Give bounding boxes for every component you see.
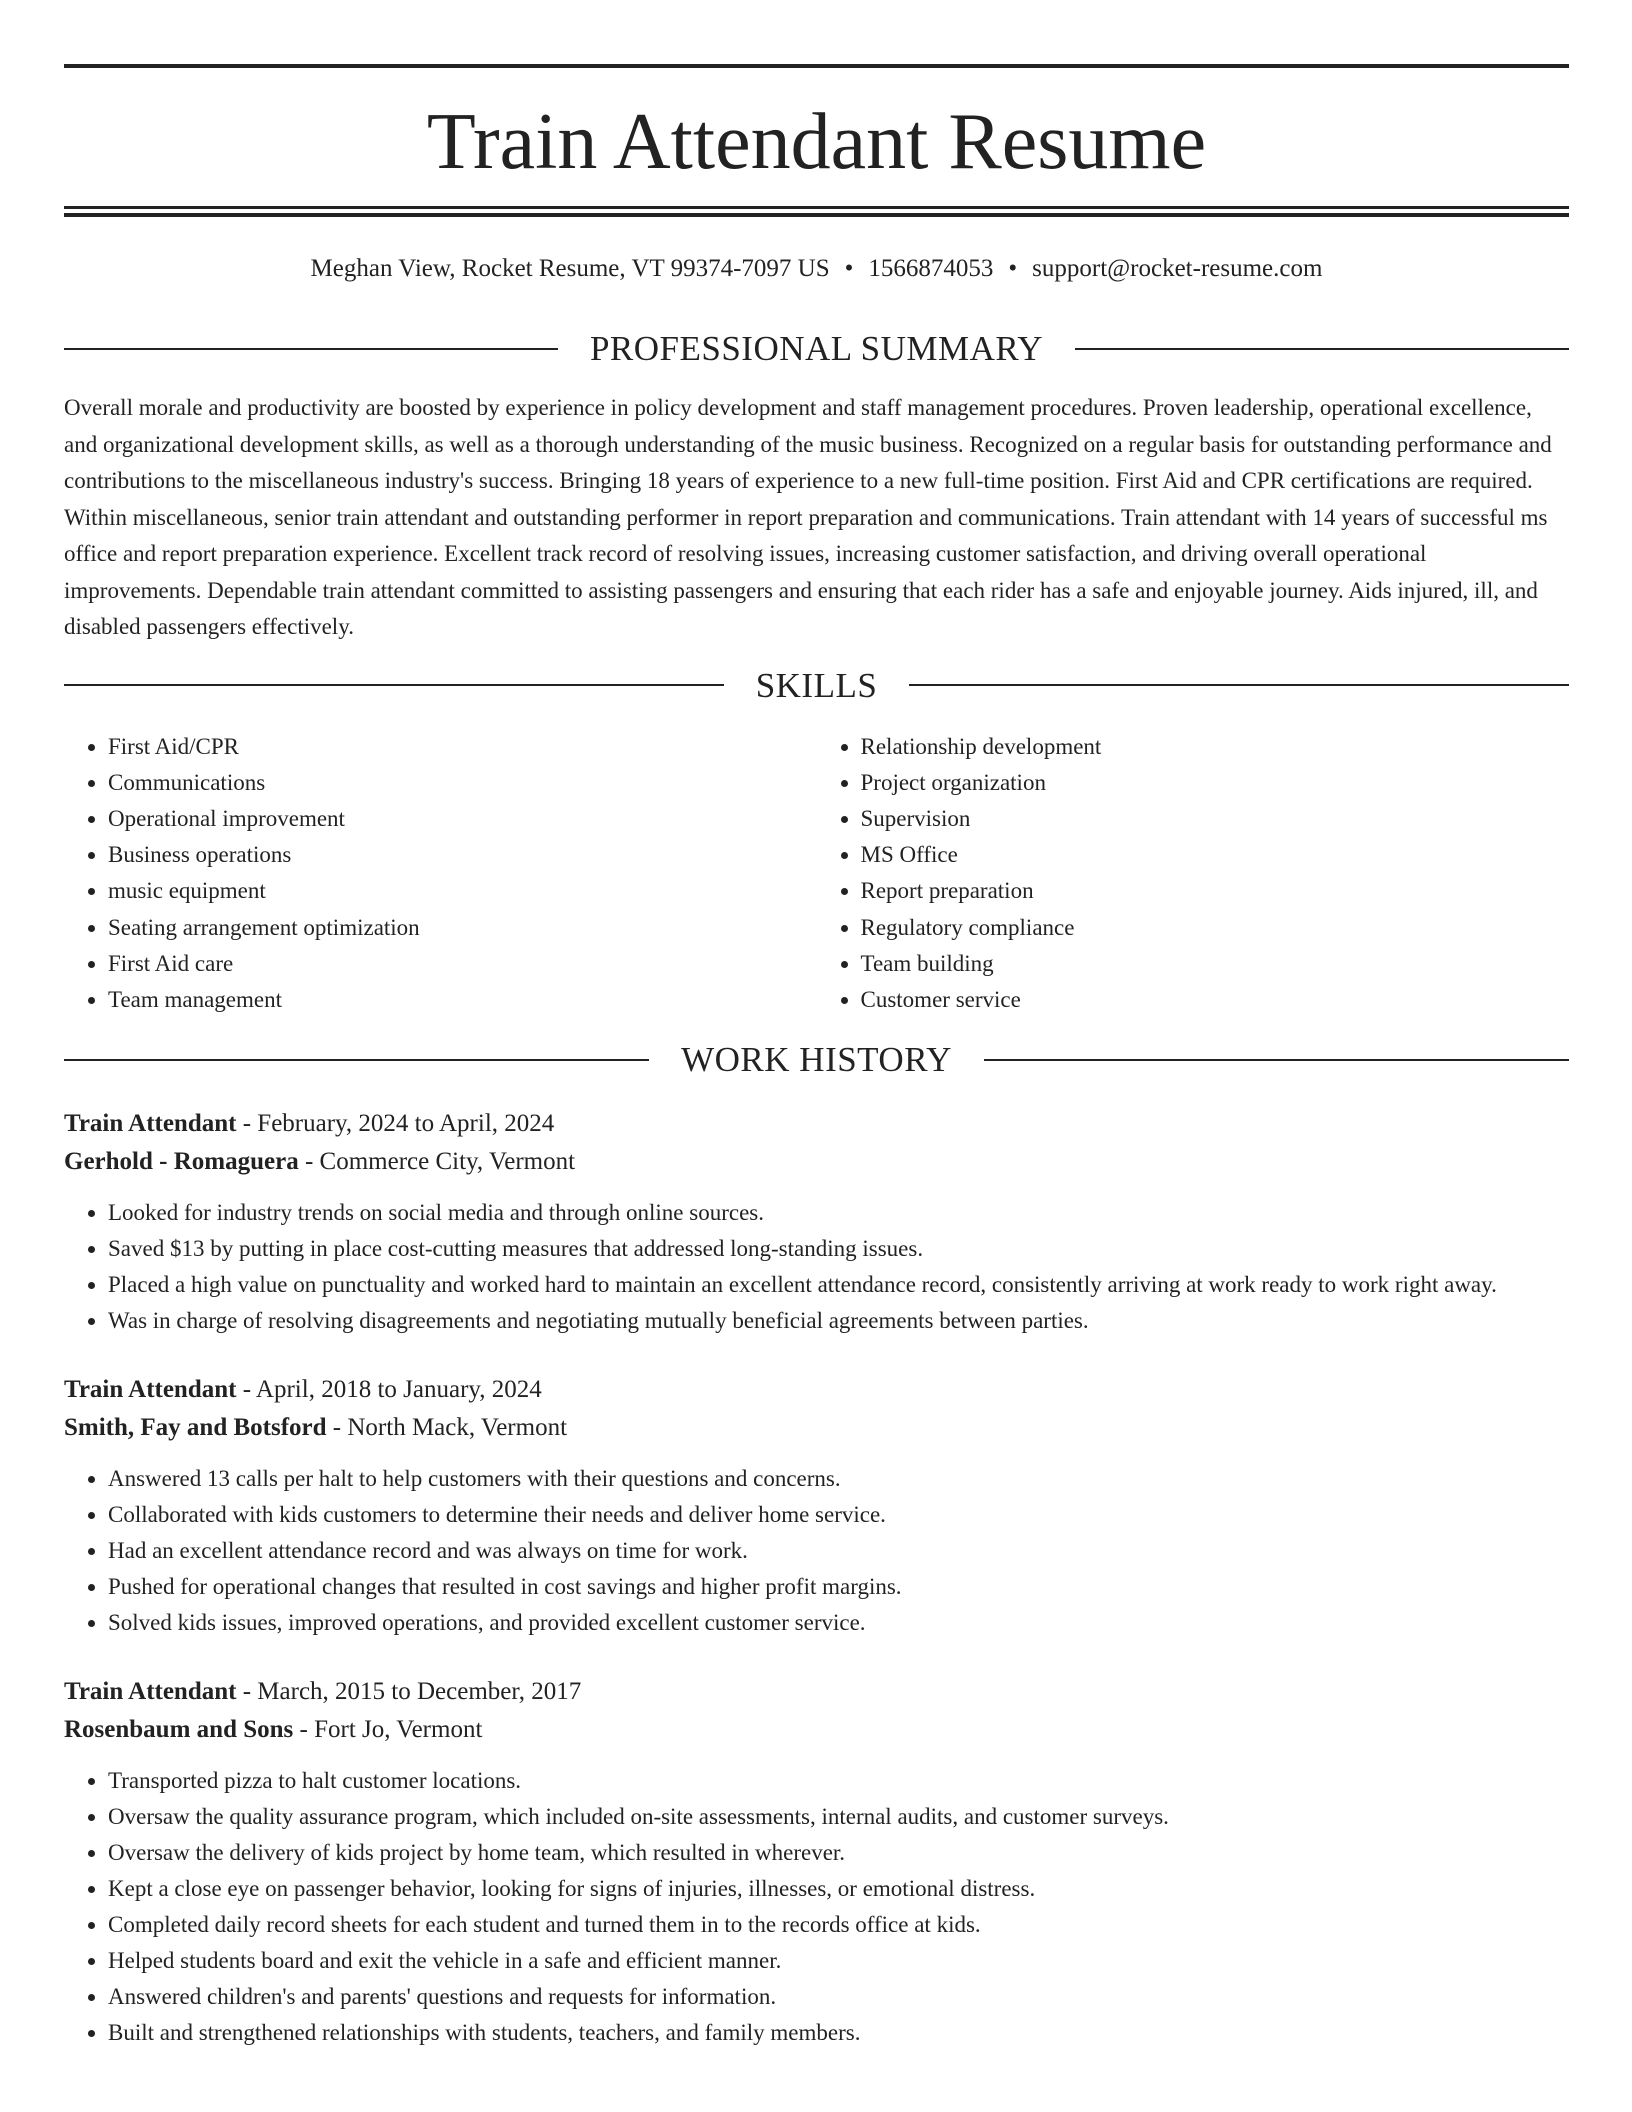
title-double-rule [64,206,1569,217]
job-entry [64,1371,1569,1641]
skill-item: • Regulatory compliance [861,910,1570,946]
heading-rule [64,348,558,350]
skill-item: • First Aid care [108,946,817,982]
work-history-list [64,1105,1569,2051]
job-bullet: • Helped students board and exit the vehicle in a safe and efficient manner. [108,1943,1569,1979]
work-title: WORK HISTORY [681,1040,952,1080]
job-bullets [64,1461,1569,1641]
job-bullet: • Saved $13 by putting in place cost-cutting measures that addressed long-standing issues. [108,1231,1569,1267]
job-title: Train Attendant [64,1110,237,1138]
job-bullet: • Completed daily record sheets for each student and turned them in to the records office at kids. [108,1907,1569,1943]
job-bullet: • Pushed for operational changes that resulted in cost savings and higher profit margins. [108,1569,1569,1605]
skill-item: • Business operations [108,837,817,873]
contact-line [64,251,1569,287]
skill-item: • Team building [861,946,1570,982]
skill-item: • Report preparation [861,873,1570,909]
work-heading [64,1040,1569,1080]
job-dates: - April, 2018 to January, 2024 [236,1376,542,1404]
job-bullet: • Had an excellent attendance record and was always on time for work. [108,1533,1569,1569]
job-company-line [64,1711,1569,1749]
job-bullets [64,1195,1569,1339]
job-location: - Fort Jo, Vermont [293,1716,483,1744]
summary-text: Overall morale and productivity are boosted by experience in policy development and staff management procedures. Proven leadership, operational excellence, and organizational development skills, as well as a thorough understanding of the music business. Recognized on a regular basis for outstanding performance and contributions to the miscellaneous industry's success. Bringing 18 years of experience to a new full-time position. First Aid and CPR certifications are required. Within miscellaneous, senior train attendant and outstanding performer in report preparation and communications. Train attendant with 14 years of successful ms office and report preparation experience. Excellent track record of resolving issues, increasing customer satisfaction, and driving overall operational improvements. Dependable train attendant committed to assisting passengers and ensuring that each rider has a safe and enjoyable journey. Aids injured, ill, and disabled passengers effectively. [64,395,1552,639]
skill-item: • music equipment [108,873,817,909]
job-bullet: • Collaborated with kids customers to determine their needs and deliver home service. [108,1497,1569,1533]
skill-item: • Relationship development [861,729,1570,765]
skill-item: • MS Office [861,837,1570,873]
skill-item: • Team management [108,982,817,1018]
job-title: Train Attendant [64,1376,237,1404]
skill-item: • Customer service [861,982,1570,1018]
skills-list [64,729,1569,1019]
skills-column-left [64,729,817,1019]
skill-item: • Operational improvement [108,801,817,837]
job-bullet: • Oversaw the delivery of kids project by home team, which resulted in wherever. [108,1835,1569,1871]
job-entry [64,1673,1569,2051]
heading-rule [909,684,1569,686]
job-bullets [64,1763,1569,2051]
skill-item: • First Aid/CPR [108,729,817,765]
job-bullet: • Kept a close eye on passenger behavior, looking for signs of injuries, illnesses, or emotional distress. [108,1871,1569,1907]
heading-rule [64,1059,649,1061]
job-bullet: • Placed a high value on punctuality and worked hard to maintain an excellent attendance record, consistently arriving at work ready to work right away. [108,1267,1569,1303]
job-dates: - February, 2024 to April, 2024 [236,1110,555,1138]
job-entry [64,1105,1569,1339]
job-title-line [64,1105,1569,1143]
skills-title: SKILLS [755,665,878,705]
job-company-line [64,1143,1569,1181]
job-company: Smith, Fay and Botsford [64,1414,327,1442]
job-title-line [64,1673,1569,1711]
job-company-line [64,1409,1569,1447]
page-title: Train Attendant Resume [426,98,1207,186]
skill-item: • Supervision [861,801,1570,837]
job-bullet: • Was in charge of resolving disagreements and negotiating mutually beneficial agreements between parties. [108,1303,1569,1339]
skill-item: • Project organization [861,765,1570,801]
job-dates: - March, 2015 to December, 2017 [236,1678,582,1706]
contact-email: support@rocket-resume.com [1032,255,1323,282]
skill-item: • Seating arrangement optimization [108,910,817,946]
job-bullet: • Answered children's and parents' questions and requests for information. [108,1979,1569,2015]
contact-separator: • [1008,255,1018,282]
job-bullet: • Built and strengthened relationships with students, teachers, and family members. [108,2015,1569,2051]
job-bullet: • Solved kids issues, improved operations, and provided excellent customer service. [108,1605,1569,1641]
contact-address: Meghan View, Rocket Resume, VT 99374-7097 US [310,255,830,282]
heading-rule [984,1059,1569,1061]
job-location: - North Mack, Vermont [326,1414,568,1442]
job-bullet: • Transported pizza to halt customer locations. [108,1763,1569,1799]
heading-rule [64,684,724,686]
job-company: Gerhold - Romaguera [64,1148,299,1176]
resume-page [64,64,1569,2051]
skills-heading [64,665,1569,705]
job-location: - Commerce City, Vermont [298,1148,576,1176]
skill-item: • Communications [108,765,817,801]
job-bullet: • Oversaw the quality assurance program, which included on-site assessments, internal audits, and customer surveys. [108,1799,1569,1835]
skills-column-right [817,729,1570,1019]
job-title: Train Attendant [64,1678,237,1706]
job-bullet: • Looked for industry trends on social media and through online sources. [108,1195,1569,1231]
summary-heading [64,331,1569,366]
heading-rule [1075,348,1569,350]
contact-phone: 1566874053 [868,255,994,282]
job-company: Rosenbaum and Sons [64,1716,294,1744]
contact-separator: • [844,255,854,282]
job-title-line [64,1371,1569,1409]
summary-title: PROFESSIONAL SUMMARY [589,329,1044,368]
job-bullet: • Answered 13 calls per halt to help customers with their questions and concerns. [108,1461,1569,1497]
